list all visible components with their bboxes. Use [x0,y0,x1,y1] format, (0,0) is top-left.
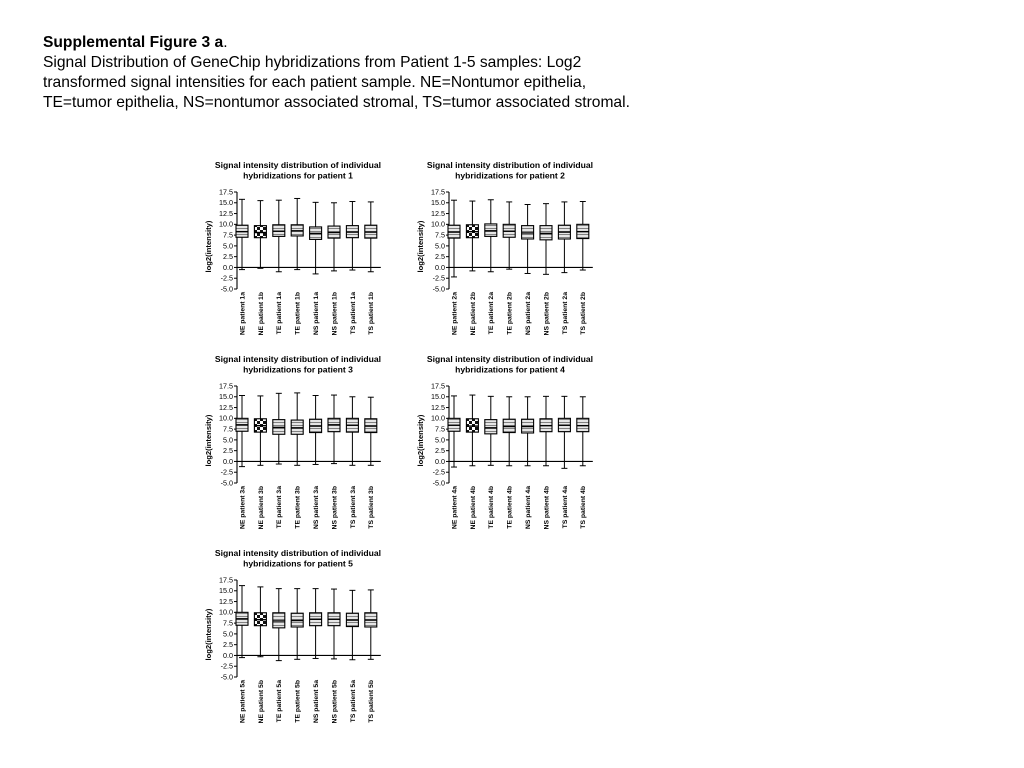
y-tick-label: -2.5 [220,273,233,283]
y-tick-label: 5.0 [223,435,233,445]
y-tick-label: 0.0 [435,262,445,272]
y-tick-label: 0.0 [223,650,233,660]
x-tick-label: NS patient 3b [331,486,339,530]
box-ns-patient-1b [328,203,340,271]
box-ts-patient-2a [558,202,570,273]
y-tick-label: 12.5 [431,208,445,218]
x-tick-label: NS patient 5b [331,680,339,724]
x-tick-label: NS patient 1a [313,292,320,336]
x-tick-label: NS patient 4b [543,486,551,530]
x-tick-label: NE patient 1b [257,292,265,336]
boxplot-patient-4 [412,352,622,530]
figure-caption [43,33,643,113]
box-ns-patient-3b [328,395,340,464]
x-tick-label: TS patient 1a [349,292,357,335]
y-tick-label: 7.5 [435,230,445,240]
y-tick-label: 10.0 [219,219,233,229]
boxplot-patient-1 [200,158,410,336]
boxplot-patient-5 [200,546,410,724]
y-tick-label: 5.0 [435,241,445,251]
box-ne-patient-1a [236,199,248,269]
box-ts-patient-3b [365,397,377,465]
y-axis-label: log2(intensity) [416,220,425,273]
chart-title-line: Signal intensity distribution of individual [426,354,594,364]
x-tick-label: NE patient 5a [239,680,247,724]
iqr-box [485,420,497,434]
caption-heading: Supplemental Figure 3 a [43,34,224,51]
y-tick-label: 2.5 [223,640,233,650]
x-tick-label: TE patient 4b [506,486,514,529]
box-ns-patient-5b [328,589,340,659]
box-ne-patient-5b [254,587,266,657]
box-ne-patient-5a [236,586,248,658]
y-tick-label: 2.5 [435,446,445,456]
chart-title-line: hybridizations for patient 3 [243,364,353,375]
y-tick-label: 0.0 [223,456,233,466]
x-tick-label: TS patient 2b [580,292,588,335]
x-tick-label: NE patient 4a [451,486,459,530]
x-tick-label: TS patient 4b [580,486,588,529]
x-tick-label: NS patient 2a [525,292,532,336]
boxplot-patient-2 [412,158,622,336]
box-te-patient-3b [291,393,303,465]
y-tick-label: 15.0 [431,198,445,208]
chart-title-line: hybridizations for patient 5 [243,558,353,569]
y-tick-label: 5.0 [435,435,445,445]
box-ns-patient-1a [310,202,322,274]
y-tick-label: -5.0 [220,478,233,488]
x-tick-label: TE patient 3a [276,486,284,529]
x-tick-label: TE patient 2b [506,292,514,335]
y-tick-label: -2.5 [220,467,233,477]
box-ts-patient-3a [346,397,358,466]
box-ts-patient-4a [558,396,570,468]
x-tick-label: TE patient 5b [294,680,302,723]
x-tick-label: TS patient 3b [368,486,376,529]
y-tick-label: -5.0 [220,672,233,682]
box-te-patient-2a [485,200,497,272]
y-axis-label: log2(intensity) [204,414,213,467]
box-ne-patient-1b [254,201,266,269]
y-tick-label: 12.5 [219,402,233,412]
y-tick-label: 5.0 [223,629,233,639]
box-ts-patient-5b [365,590,377,659]
x-tick-label: TE patient 1b [294,292,302,335]
box-ns-patient-4b [540,396,552,465]
x-tick-label: TS patient 5a [349,680,357,723]
x-tick-label: NE patient 1a [239,292,247,336]
box-ts-patient-1b [365,202,377,272]
x-tick-label: NS patient 3a [313,486,320,530]
caption-body: Signal Distribution of GeneChip hybridizations from Patient 1-5 samples: Log2 transformed signal intensities for each patient sample. NE=Nontumor epithelia, TE=tumor epithelia, NS=nontumor associated stromal, TS=tumor associated stromal. [43,54,630,111]
x-tick-label: NS patient 1b [331,292,339,336]
y-tick-label: 7.5 [223,424,233,434]
box-te-patient-1a [273,200,285,272]
x-tick-label: NE patient 2a [451,292,459,336]
box-te-patient-5b [291,589,303,660]
box-te-patient-3a [273,393,285,464]
y-tick-label: 10.0 [219,607,233,617]
box-ne-patient-4b [466,395,478,466]
box-ne-patient-3a [236,395,248,466]
y-tick-label: 10.0 [431,413,445,423]
y-tick-label: -2.5 [432,273,445,283]
chart-title-line: hybridizations for patient 1 [243,170,353,181]
y-tick-label: -2.5 [432,467,445,477]
x-tick-label: TS patient 2a [561,292,569,335]
x-tick-label: NE patient 3a [239,486,247,530]
x-tick-label: NE patient 2b [469,292,477,336]
y-tick-label: 15.0 [431,392,445,402]
x-tick-label: NS patient 2b [543,292,551,336]
y-tick-label: 2.5 [223,252,233,262]
y-tick-label: 5.0 [223,241,233,251]
box-te-patient-1b [291,198,303,269]
y-tick-label: 17.5 [219,187,233,197]
y-tick-label: 17.5 [431,187,445,197]
box-ts-patient-4b [577,397,589,466]
y-tick-label: 7.5 [435,424,445,434]
y-tick-label: 12.5 [219,596,233,606]
box-ts-patient-1a [346,201,358,270]
y-tick-label: -2.5 [220,661,233,671]
box-te-patient-4b [503,397,515,466]
box-ts-patient-2b [577,201,589,270]
y-axis-label: log2(intensity) [416,414,425,467]
x-tick-label: TS patient 4a [561,486,569,529]
x-tick-label: NE patient 5b [257,680,265,724]
x-tick-label: TE patient 1a [276,292,284,335]
box-ns-patient-2a [522,205,534,274]
chart-title-line: Signal intensity distribution of individual [214,160,382,170]
y-tick-label: 10.0 [219,413,233,423]
caption-heading-line [43,33,643,53]
box-ts-patient-5a [346,590,358,659]
y-tick-label: 7.5 [223,618,233,628]
x-tick-label: TE patient 5a [276,680,284,723]
y-tick-label: 15.0 [219,392,233,402]
chart-title-line: hybridizations for patient 2 [455,170,565,181]
chart-title-line: Signal intensity distribution of individual [214,354,382,364]
x-tick-label: TS patient 3a [349,486,357,529]
x-tick-label: TE patient 2a [488,292,496,335]
iqr-box [254,226,266,238]
y-tick-label: 15.0 [219,586,233,596]
box-ne-patient-2b [466,201,478,271]
y-tick-label: 2.5 [435,252,445,262]
x-tick-label: TS patient 1b [368,292,376,335]
y-axis-label: log2(intensity) [204,220,213,273]
x-tick-label: TE patient 3b [294,486,302,529]
x-tick-label: NS patient 5a [313,680,320,724]
y-tick-label: 17.5 [431,381,445,391]
box-ne-patient-2a [448,200,460,277]
box-ne-patient-4a [448,396,460,467]
y-tick-label: -5.0 [432,284,445,294]
box-ns-patient-3a [310,395,322,464]
y-tick-label: 7.5 [223,230,233,240]
box-ns-patient-5a [310,589,322,659]
box-te-patient-5a [273,589,285,661]
y-tick-label: 0.0 [223,262,233,272]
x-tick-label: NE patient 3b [257,486,265,530]
y-tick-label: 10.0 [431,219,445,229]
chart-title-line: hybridizations for patient 4 [455,364,565,375]
x-tick-label: TE patient 4b [488,486,496,529]
y-tick-label: 15.0 [219,198,233,208]
y-tick-label: -5.0 [432,478,445,488]
box-ns-patient-2b [540,204,552,275]
box-ne-patient-3b [254,396,266,465]
x-tick-label: NE patient 4b [469,486,477,530]
y-tick-label: -5.0 [220,284,233,294]
y-tick-label: 17.5 [219,575,233,585]
y-tick-label: 0.0 [435,456,445,466]
y-tick-label: 12.5 [219,208,233,218]
y-tick-label: 17.5 [219,381,233,391]
box-ns-patient-4a [522,397,534,466]
x-tick-label: NS patient 4a [525,486,532,530]
y-tick-label: 2.5 [223,446,233,456]
x-tick-label: TS patient 5b [368,680,376,723]
chart-title-line: Signal intensity distribution of individual [214,548,382,558]
caption-heading-suffix: . [223,34,228,51]
boxplot-patient-3 [200,352,410,530]
box-te-patient-2b [503,202,515,269]
box-te-patient-4b [485,396,497,465]
y-axis-label: log2(intensity) [204,608,213,661]
chart-title-line: Signal intensity distribution of individual [426,160,594,170]
y-tick-label: 12.5 [431,402,445,412]
